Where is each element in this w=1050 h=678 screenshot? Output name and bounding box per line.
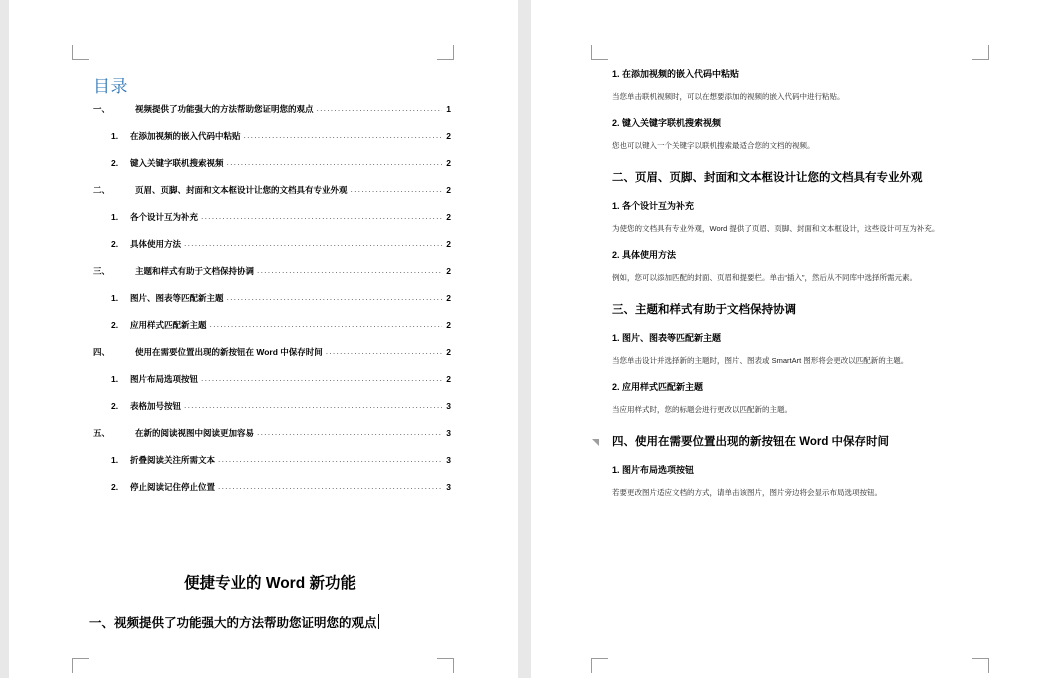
crop-mark-bottom-right [437, 658, 454, 673]
toc-entry-page-number: 2 [446, 293, 451, 303]
page-right-content [611, 56, 1011, 501]
block-spacer [611, 105, 1011, 115]
block-spacer [611, 188, 1011, 198]
section-heading-level-1-text: 二、页眉、页脚、封面和文本框设计让您的文档具有专业外观 [612, 172, 923, 184]
toc-dot-leader [184, 238, 442, 247]
toc-dot-leader [257, 427, 442, 436]
body-paragraph [611, 88, 1011, 105]
toc-entry-label: 视频提供了功能强大的方法帮助您证明您的观点 [135, 104, 314, 114]
toc-entry-page-number: 2 [446, 185, 451, 195]
body-paragraph-text: 当您单击设计并选择新的主题时，图片、图表或 SmartArt 图形将会更改以匹配新的主题。 [612, 356, 909, 365]
body-paragraph [611, 401, 1011, 418]
workspace-left-margin-rail [0, 0, 9, 678]
body-paragraph-text: 例如，您可以添加匹配的封面、页眉和提要栏。单击“插入”，然后从不同库中选择所需元素。 [612, 273, 917, 282]
toc-entry-label: 折叠阅读关注所需文本 [130, 455, 216, 465]
toc-entry[interactable] [93, 130, 451, 157]
toc-dot-leader [201, 373, 442, 382]
block-spacer [611, 320, 1011, 330]
toc-entry[interactable] [93, 184, 451, 211]
toc-entry-number: 1. [111, 455, 119, 465]
toc-entry-number: 二、 [93, 185, 111, 195]
toc-dot-leader [227, 292, 442, 301]
toc-dot-leader [351, 184, 442, 193]
toc-entry-label: 在新的阅读视图中阅读更加容易 [135, 428, 255, 438]
toc-entry[interactable] [93, 319, 451, 346]
toc-entry-number: 1. [111, 374, 119, 384]
collapse-triangle-icon[interactable] [592, 439, 599, 446]
toc-entry-number: 1. [111, 293, 119, 303]
toc-entry[interactable] [93, 292, 451, 319]
toc-entry-label: 停止阅读记住停止位置 [130, 482, 216, 492]
toc-entry[interactable] [93, 265, 451, 292]
toc-entry-label: 各个设计互为补充 [130, 212, 199, 222]
toc-entry-label: 图片布局选项按钮 [130, 374, 199, 384]
block-spacer [611, 452, 1011, 462]
toc-entry-page-number: 2 [446, 239, 451, 249]
toc-entry-label: 键入关键字联机搜索视频 [130, 158, 224, 168]
text-cursor [378, 614, 379, 629]
body-paragraph [611, 137, 1011, 154]
block-spacer [611, 56, 1011, 66]
toc-list [93, 103, 451, 508]
toc-entry-number: 2. [111, 239, 119, 249]
body-paragraph-text: 为使您的文档具有专业外观，Word 提供了页眉、页脚、封面和文本框设计，这些设计可互为补充。 [612, 224, 940, 233]
toc-entry-number: 1. [111, 212, 119, 222]
body-paragraph-text: 当您单击联机视频时，可以在想要添加的视频的嵌入代码中进行粘贴。 [612, 92, 845, 101]
toc-entry-label: 主题和样式有助于文档保持协调 [135, 266, 255, 276]
toc-entry[interactable] [93, 481, 451, 508]
toc-entry-label: 在添加视频的嵌入代码中粘贴 [130, 131, 241, 141]
toc-entry-number: 三、 [93, 266, 111, 276]
section-heading-level-2-text: 1. 在添加视频的嵌入代码中粘贴 [612, 69, 740, 79]
toc-entry-label: 表格加号按钮 [130, 401, 182, 411]
page-right[interactable] [531, 0, 1050, 678]
crop-mark-top-left [72, 45, 89, 60]
body-paragraph-text: 当应用样式时，您的标题会进行更改以匹配新的主题。 [612, 405, 792, 414]
toc-entry-page-number: 3 [446, 482, 451, 492]
toc-entry-label: 图片、图表等匹配新主题 [130, 293, 224, 303]
document-title: 便捷专业的 Word 新功能 [184, 575, 356, 592]
section-heading-level-1[interactable] [611, 168, 1011, 188]
section-heading-level-2-text: 2. 键入关键字联机搜索视频 [612, 118, 722, 128]
toc-entry-page-number: 3 [446, 401, 451, 411]
toc-entry-number: 2. [111, 320, 119, 330]
toc-entry[interactable] [93, 211, 451, 238]
toc-entry-number: 一、 [93, 104, 111, 114]
block-spacer [611, 154, 1011, 168]
toc-dot-leader [257, 265, 442, 274]
page-separator-gap [518, 0, 531, 678]
toc-entry-number: 五、 [93, 428, 111, 438]
crop-mark-bottom-left [591, 658, 608, 673]
toc-entry-page-number: 2 [446, 347, 451, 357]
section-heading-level-2[interactable] [611, 462, 1011, 478]
body-paragraph [611, 269, 1011, 286]
toc-entry-page-number: 2 [446, 266, 451, 276]
toc-entry-label: 具体使用方法 [130, 239, 182, 249]
body-paragraph-text: 您也可以键入一个关键字以联机搜索最适合您的文档的视频。 [612, 141, 815, 150]
section-heading-level-2-text: 1. 图片、图表等匹配新主题 [612, 333, 722, 343]
toc-entry-number: 1. [111, 131, 119, 141]
toc-entry-number: 2. [111, 401, 119, 411]
toc-entry-label: 页眉、页脚、封面和文本框设计让您的文档具有专业外观 [135, 185, 348, 195]
crop-mark-bottom-left [72, 658, 89, 673]
crop-mark-top-right [437, 45, 454, 60]
crop-mark-bottom-right [972, 658, 989, 673]
toc-entry[interactable] [93, 400, 451, 427]
toc-entry-number: 2. [111, 158, 119, 168]
toc-dot-leader [210, 319, 442, 328]
toc-dot-leader [218, 481, 442, 490]
body-paragraph [611, 220, 1011, 237]
section-heading-level-2[interactable] [611, 379, 1011, 395]
body-paragraph-text: 若要更改图片适应文档的方式，请单击该图片，图片旁边将会显示布局选项按钮。 [612, 488, 882, 497]
section-heading-level-2[interactable] [611, 247, 1011, 263]
toc-entry[interactable] [93, 427, 451, 454]
crop-mark-top-left [591, 45, 608, 60]
section-heading-level-1-text: 四、使用在需要位置出现的新按钮在 Word 中保存时间 [612, 436, 890, 448]
toc-entry-page-number: 3 [446, 428, 451, 438]
toc-dot-leader [201, 211, 442, 220]
toc-dot-leader [227, 157, 442, 166]
section-heading-level-1-text: 三、主题和样式有助于文档保持协调 [612, 304, 796, 316]
section-heading-level-2-text: 1. 图片布局选项按钮 [612, 465, 695, 475]
toc-entry-page-number: 2 [446, 158, 451, 168]
document-first-heading[interactable] [89, 613, 379, 631]
toc-entry-label: 使用在需要位置出现的新按钮在 Word 中保存时间 [135, 347, 323, 357]
block-spacer [611, 369, 1011, 379]
page-left[interactable] [9, 0, 518, 678]
toc-entry[interactable] [93, 373, 451, 400]
toc-entry-page-number: 3 [446, 455, 451, 465]
toc-entry[interactable] [93, 454, 451, 481]
toc-entry[interactable] [93, 346, 451, 373]
section-heading-level-2[interactable] [611, 66, 1011, 82]
body-paragraph [611, 484, 1011, 501]
toc-entry-label: 应用样式匹配新主题 [130, 320, 207, 330]
toc-entry[interactable] [93, 238, 451, 265]
section-heading-level-1[interactable] [611, 432, 1011, 452]
toc-entry-page-number: 2 [446, 374, 451, 384]
toc-entry-number: 2. [111, 482, 119, 492]
toc-entry-page-number: 2 [446, 212, 451, 222]
toc-dot-leader [317, 103, 442, 112]
block-spacer [611, 418, 1011, 432]
document-first-heading-text: 一、视频提供了功能强大的方法帮助您证明您的观点 [89, 616, 377, 630]
section-heading-level-2[interactable] [611, 330, 1011, 346]
toc-entry-page-number: 2 [446, 131, 451, 141]
section-heading-level-2-text: 2. 具体使用方法 [612, 250, 677, 260]
section-heading-level-2-text: 2. 应用样式匹配新主题 [612, 382, 704, 392]
body-paragraph [611, 352, 1011, 369]
section-heading-level-2-text: 1. 各个设计互为补充 [612, 201, 695, 211]
toc-entry[interactable] [93, 157, 451, 184]
block-spacer [611, 237, 1011, 247]
section-heading-level-2[interactable] [611, 115, 1011, 131]
block-spacer [611, 286, 1011, 300]
section-heading-level-2[interactable] [611, 198, 1011, 214]
toc-dot-leader [244, 130, 442, 139]
toc-dot-leader [184, 400, 442, 409]
section-heading-level-1[interactable] [611, 300, 1011, 320]
toc-entry-page-number: 2 [446, 320, 451, 330]
toc-entry-page-number: 1 [446, 104, 451, 114]
toc-entry[interactable] [93, 103, 451, 130]
toc-dot-leader [326, 346, 442, 355]
toc-entry-number: 四、 [93, 347, 111, 357]
toc-dot-leader [218, 454, 442, 463]
toc-heading: 目录 [93, 77, 128, 96]
